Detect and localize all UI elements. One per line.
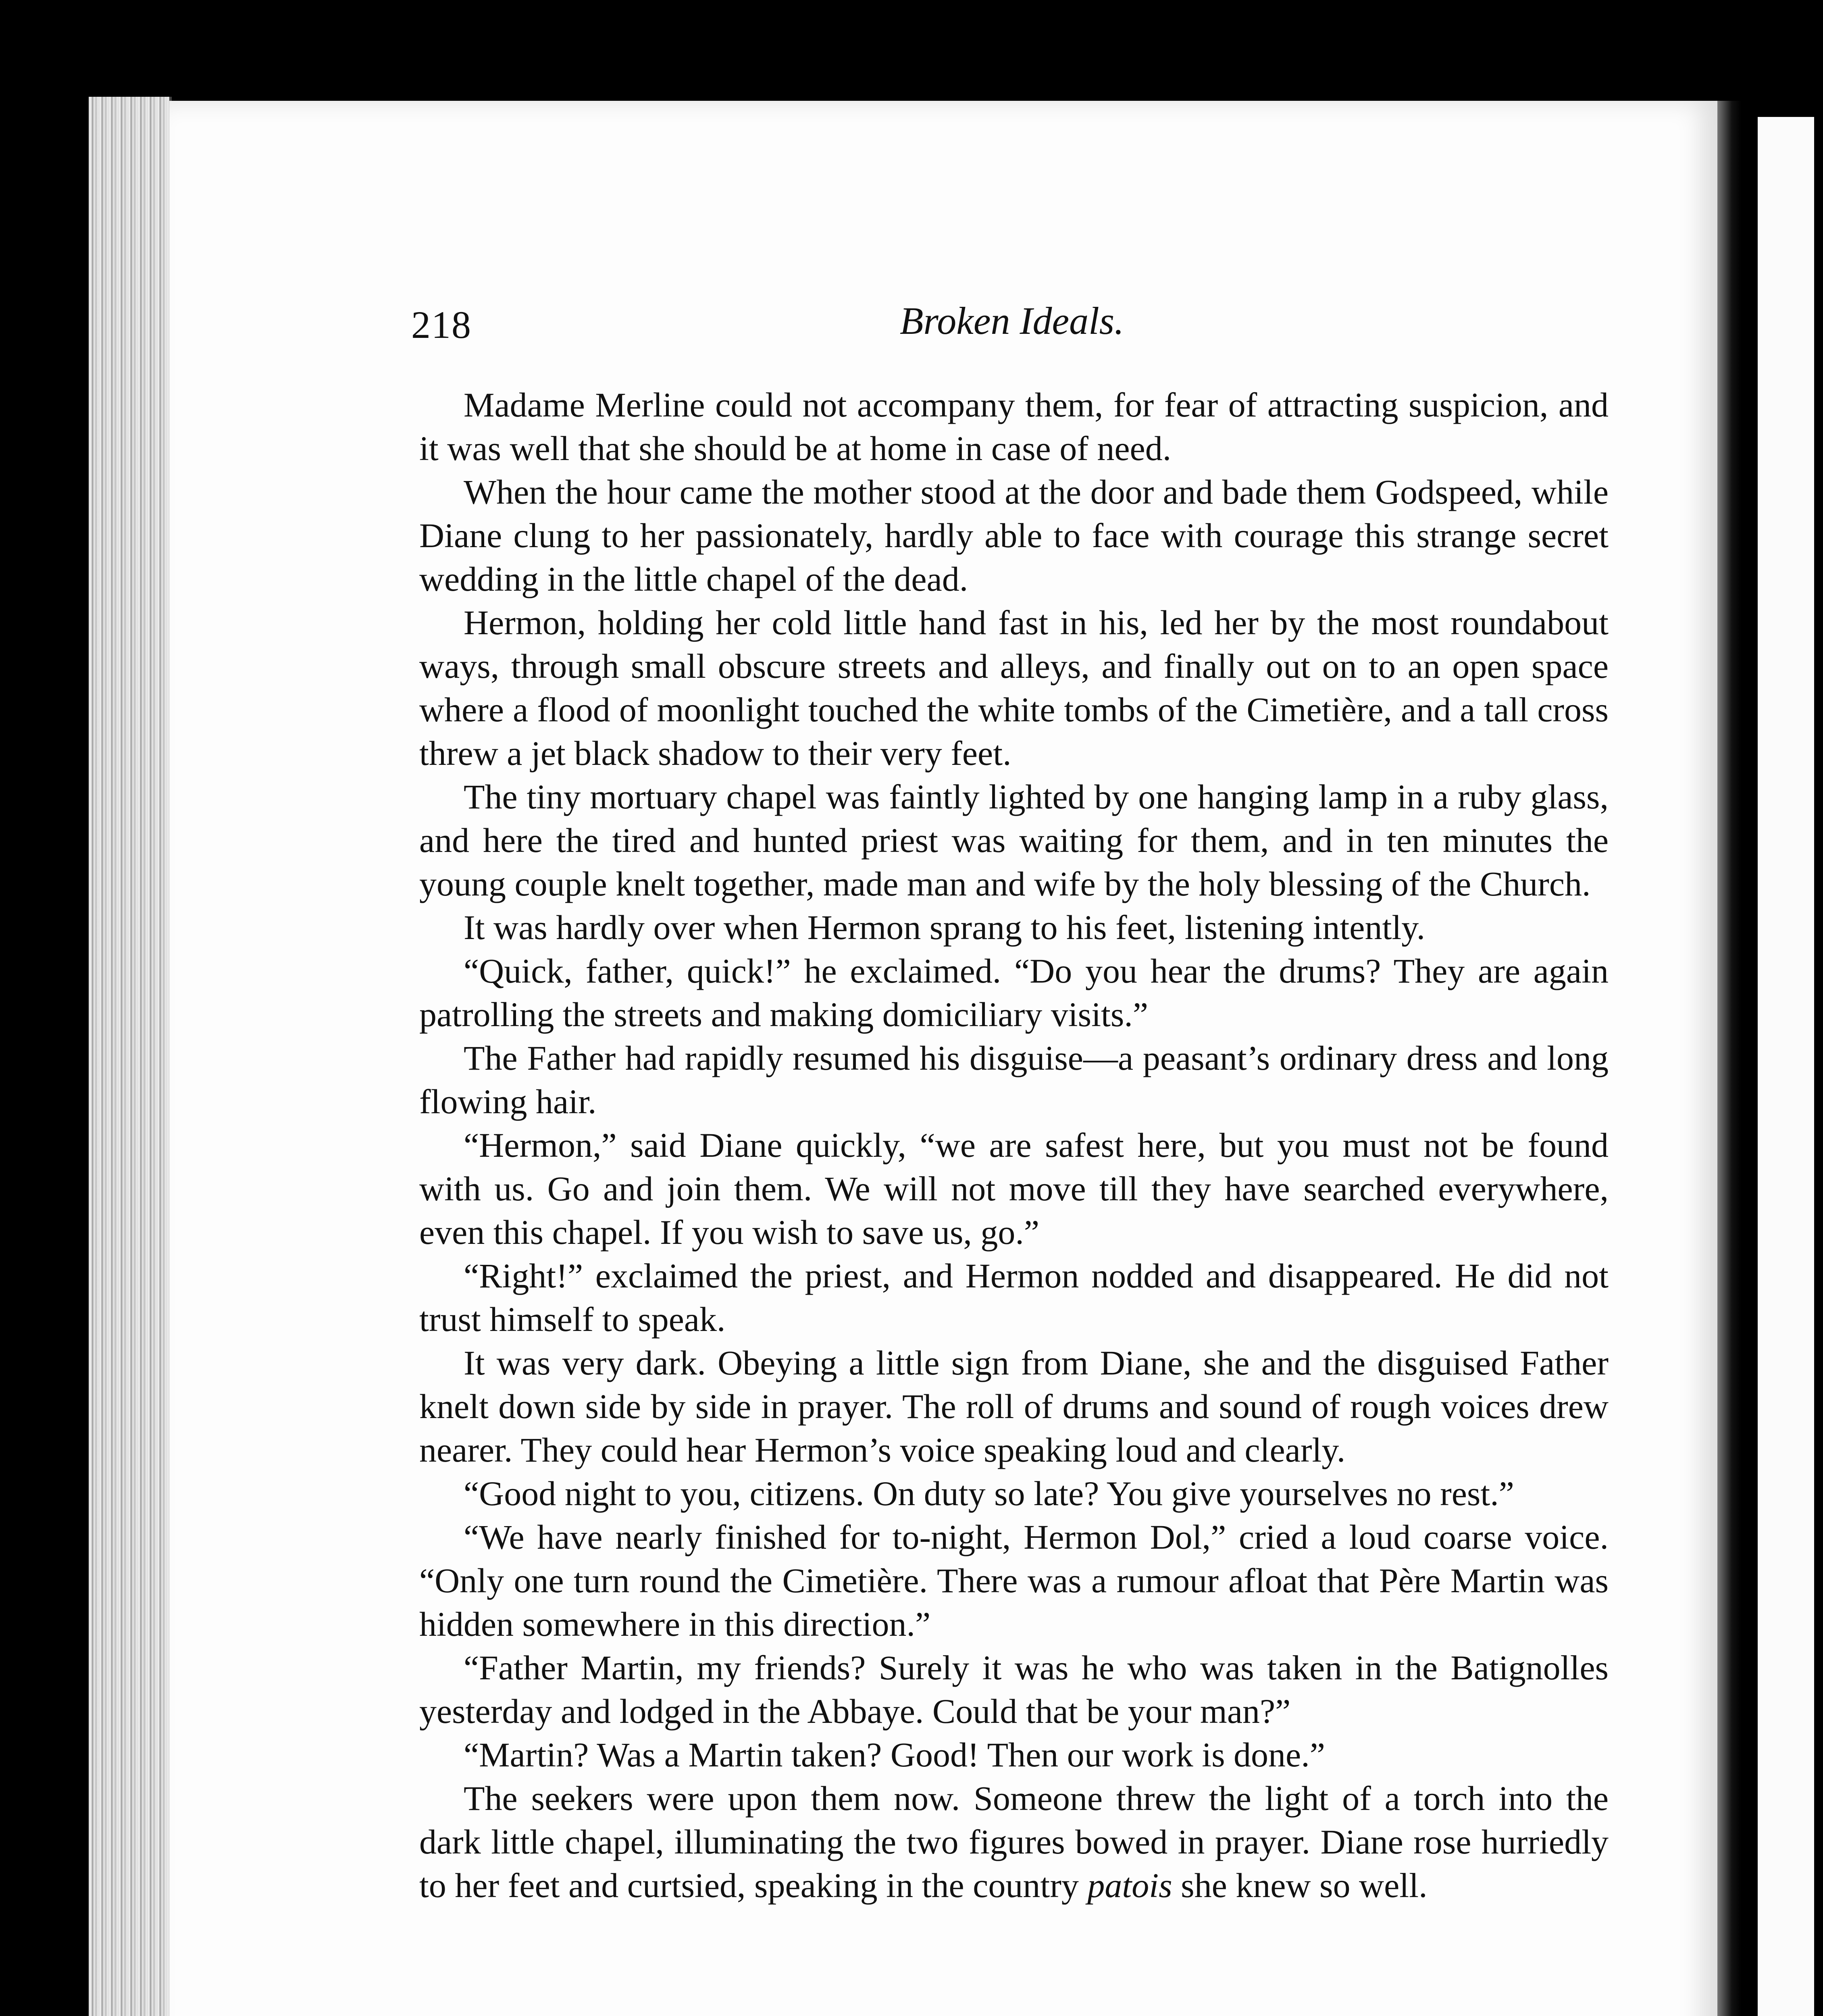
- paragraph: “Right!” exclaimed the priest, and Hermon nodded and disappeared. He did not trust himself to speak.: [419, 1256, 1609, 1339]
- book-gutter: [1717, 101, 1742, 2016]
- paragraph: “Hermon,” said Diane quickly, “we are safest here, but you must not be found with us. Go and join them. We will not move till they have searched everywhere, even this chapel. If you wish to save us, go.”: [419, 1126, 1609, 1252]
- paragraph: Hermon, holding her cold little hand fast in his, led her by the most roundabout ways, through small obscure streets and alleys, and finally out on to an open space where a flood of moonlight touched the white tombs of the Cimetière, and a tall cross threw a jet black shadow to their very feet.: [419, 603, 1609, 773]
- paragraph: “Father Martin, my friends? Surely it was he who was taken in the Batignolles yesterday and lodged in the Abbaye. Could that be your man?”: [419, 1648, 1609, 1731]
- running-title: Broken Ideals.: [899, 299, 1124, 342]
- paragraph: It was hardly over when Hermon sprang to his feet, listening intently.: [464, 908, 1426, 947]
- paragraph: “We have nearly finished for to-night, Hermon Dol,” cried a loud coarse voice. “Only one turn round the Cimetière. There was a rumour afloat that Père Martin was hidden somewhere in this direction.”: [419, 1518, 1609, 1643]
- paragraph-text: she knew so well.: [1172, 1866, 1428, 1905]
- page-stack-edge: [89, 97, 172, 2016]
- paragraph: “Martin? Was a Martin taken? Good! Then our work is done.”: [464, 1735, 1325, 1774]
- paragraph: It was very dark. Obeying a little sign from Diane, she and the disguised Father knelt down side by side in prayer. The roll of drums and sound of rough voices drew nearer. They could hear Hermon’s voice speaking loud and clearly.: [419, 1343, 1609, 1469]
- italic-word: patois: [1087, 1866, 1172, 1905]
- paragraph: The tiny mortuary chapel was faintly lighted by one hanging lamp in a ruby glass, and here the tired and hunted priest was waiting for them, and in ten minutes the young couple knelt together, made man and wife by the holy blessing of the Church.: [419, 777, 1609, 903]
- page-number: 218: [411, 303, 472, 346]
- paragraph-last: [419, 1776, 1609, 1907]
- facing-page-edge: [1758, 117, 1814, 2016]
- paragraph: The Father had rapidly resumed his disguise—a peasant’s ordinary dress and long flowing hair.: [419, 1039, 1609, 1121]
- paragraph-text: The seekers were upon them now. Someone threw the light of a torch into the dark little chapel, illuminating the two figures bowed in prayer. Diane rose hurriedly to her feet and curtsied, speaking in the country: [419, 1779, 1609, 1905]
- paragraph: “Good night to you, citizens. On duty so late? You give yourselves no rest.”: [464, 1474, 1514, 1513]
- page-header: [411, 298, 1613, 355]
- paragraph: When the hour came the mother stood at the door and bade them Godspeed, while Diane clung to her passionately, hardly able to face with courage this strange secret wedding in the little chapel of the dead.: [419, 473, 1609, 598]
- body-text: [419, 383, 1609, 1907]
- paragraph: Madame Merline could not accompany them, for fear of attracting suspicion, and it was well that she should be at home in case of need.: [419, 385, 1609, 468]
- paragraph: “Quick, father, quick!” he exclaimed. “Do you hear the drums? They are again patrolling the streets and making domiciliary visits.”: [419, 952, 1609, 1034]
